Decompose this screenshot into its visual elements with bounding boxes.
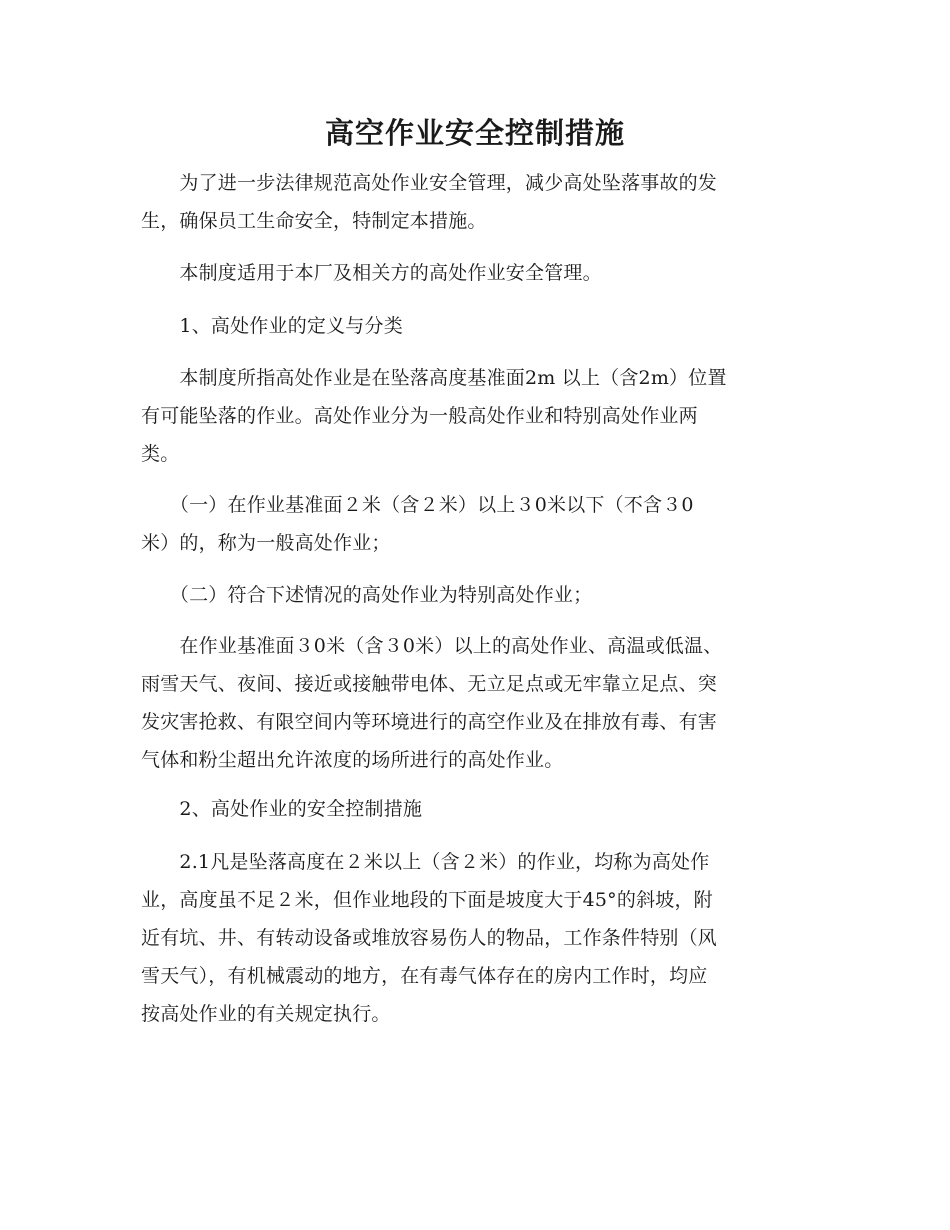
section-2-heading <box>141 790 801 828</box>
document-title: 高空作业安全控制措施 <box>324 116 625 150</box>
text-line: 为了进一步法律规范高处作业安全管理，减少高处坠落事故的发 <box>141 172 718 194</box>
text-line: 1、高处作业的定义与分类 <box>141 315 403 337</box>
intro-paragraph <box>141 164 801 240</box>
text-line: 类。 <box>141 443 180 465</box>
section-1-heading <box>141 307 801 345</box>
text-line: 按高处作业的有关规定执行。 <box>141 1003 391 1025</box>
text-line: 2.1凡是坠落高度在２米以上（含２米）的作业，均称为高处作 <box>141 851 710 873</box>
text-line: 近有坑、井、有转动设备或堆放容易伤人的物品，工作条件特别（风 <box>141 927 718 949</box>
general-work-paragraph <box>141 486 801 562</box>
clause-2-1-paragraph <box>141 843 801 1033</box>
text-line: 本制度所指高处作业是在坠落高度基准面2m 以上（含2m）位置 <box>141 367 727 389</box>
special-conditions-paragraph <box>141 627 801 779</box>
text-line: 气体和粉尘超出允许浓度的场所进行的高处作业。 <box>141 749 564 771</box>
scope-paragraph <box>141 254 801 292</box>
text-line: （二）符合下述情况的高处作业为特别高处作业； <box>141 584 593 606</box>
text-line: 2、高处作业的安全控制措施 <box>141 798 423 820</box>
definition-paragraph <box>141 359 801 473</box>
text-line: 有可能坠落的作业。高处作业分为一般高处作业和特别高处作业两 <box>141 405 698 427</box>
text-line: 发灾害抢救、有限空间内等环境进行的高空作业及在排放有毒、有害 <box>141 711 718 733</box>
text-line: （一）在作业基准面２米（含２米）以上３0米以下（不含３0 <box>141 494 694 516</box>
text-line: 生，确保员工生命安全，特制定本措施。 <box>141 210 487 232</box>
text-line: 雪天气），有机械震动的地方，在有毒气体存在的房内工作时，均应 <box>141 965 708 987</box>
text-line: 业，高度虽不足２米，但作业地段的下面是坡度大于45°的斜坡，附 <box>141 889 713 911</box>
text-line: 雨雪天气、夜间、接近或接触带电体、无立足点或无牢靠立足点、突 <box>141 673 718 695</box>
special-work-paragraph <box>141 576 801 614</box>
text-line: 米）的，称为一般高处作业； <box>141 532 391 554</box>
text-line: 本制度适用于本厂及相关方的高处作业安全管理。 <box>141 262 602 284</box>
text-line: 在作业基准面３0米（含３0米）以上的高处作业、高温或低温、 <box>141 635 723 657</box>
